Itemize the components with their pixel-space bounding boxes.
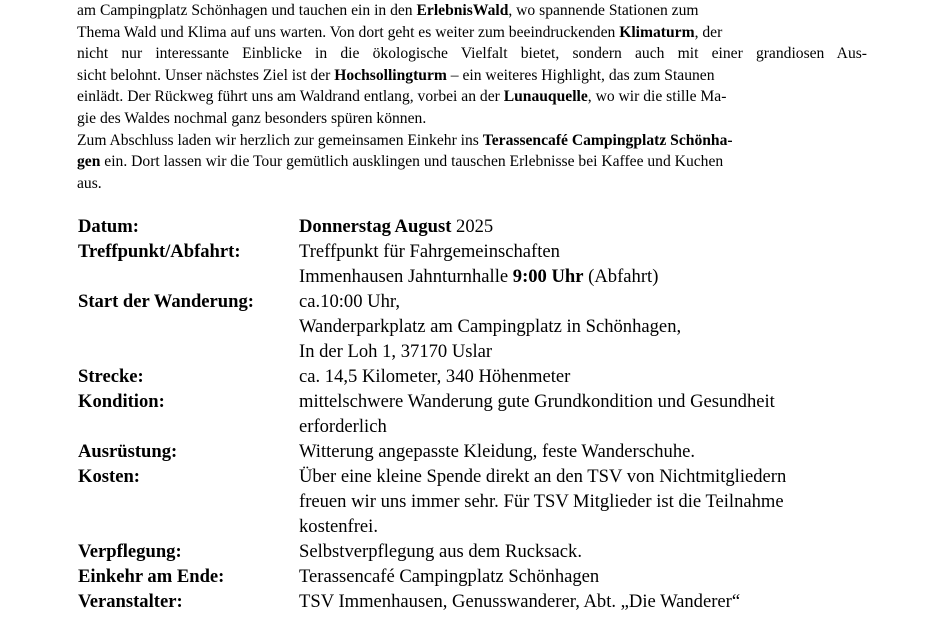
start-label: Start der Wanderung: xyxy=(78,291,254,312)
detail-row-datum xyxy=(78,214,878,239)
intro-line-4 xyxy=(77,65,867,87)
intro-text: am Campingplatz Schönhagen und tauchen ein in den xyxy=(77,2,417,19)
intro-line-2 xyxy=(77,22,867,44)
kosten-value-2: freuen wir uns immer sehr. Für TSV Mitglieder ist die Teilnahme xyxy=(299,491,784,512)
kosten-value: Über eine kleine Spende direkt an den TSV von Nichtmitgliedern xyxy=(299,466,787,487)
intro-line-1 xyxy=(77,0,867,22)
ausruestung-value: Witterung angepasste Kleidung, feste Wanderschuhe. xyxy=(299,441,696,462)
treffpunkt-label: Treffpunkt/Abfahrt: xyxy=(78,241,241,262)
terassencafe-highlight-cont: gen xyxy=(77,153,101,171)
treffpunkt-note: (Abfahrt) xyxy=(583,266,659,287)
treffpunkt-value: Treffpunkt für Fahrgemeinschaften xyxy=(299,241,560,262)
kondition-label: Kondition: xyxy=(78,391,165,412)
verpflegung-value: Selbstverpflegung aus dem Rucksack. xyxy=(299,541,582,562)
detail-row-treffpunkt-cont xyxy=(78,264,878,289)
intro-text: , wo spannende Stationen zum xyxy=(508,2,699,19)
verpflegung-label: Verpflegung: xyxy=(78,541,182,562)
kondition-value: mittelschwere Wanderung gute Grundkondition und Gesundheit xyxy=(299,391,775,412)
hochsollingturm-highlight: Hochsollingturm xyxy=(334,66,447,84)
detail-row-veranstalter xyxy=(78,589,878,614)
treffpunkt-time: 9:00 Uhr xyxy=(512,266,584,287)
intro-text: sicht belohnt. Unser nächstes Ziel ist der xyxy=(77,66,335,84)
intro-text: ein. Dort lassen wir die Tour gemütlich ausklingen und tauschen Erlebnisse bei Kaffee und Kuchen xyxy=(100,153,724,171)
detail-row-start-3 xyxy=(78,339,878,364)
detail-row-ausruestung xyxy=(78,439,878,464)
kondition-value-2: erforderlich xyxy=(299,416,387,437)
veranstalter-label: Veranstalter: xyxy=(78,591,183,612)
empty-label xyxy=(78,414,299,439)
treffpunkt-value-2 xyxy=(299,264,878,289)
empty-label xyxy=(78,264,299,289)
detail-row-kosten xyxy=(78,464,878,489)
intro-line-6: gie des Waldes nochmal ganz besonders spüren können. xyxy=(77,109,427,127)
kosten-label: Kosten: xyxy=(78,466,140,487)
intro-text: , wo wir die stille Ma- xyxy=(587,88,727,106)
erlebniswald-highlight: ErlebnisWald xyxy=(416,2,509,19)
klimaturm-highlight: Klimaturm xyxy=(619,23,695,41)
empty-label xyxy=(78,314,299,339)
intro-line-8 xyxy=(77,151,867,173)
intro-text: Zum Abschluss laden wir herzlich zur gemeinsamen Einkehr ins xyxy=(77,131,483,149)
veranstalter-value: TSV Immenhausen, Genusswanderer, Abt. „Die Wanderer“ xyxy=(299,591,741,612)
detail-row-start xyxy=(78,289,878,314)
datum-day: Donnerstag August xyxy=(299,216,452,237)
detail-row-kosten-3 xyxy=(78,514,878,539)
intro-text: – ein weiteres Highlight, das zum Staunen xyxy=(446,66,715,84)
treffpunkt-place: Immenhausen Jahnturnhalle xyxy=(299,266,513,287)
empty-label xyxy=(78,514,299,539)
intro-line-5 xyxy=(77,86,867,108)
lunauquelle-highlight: Lunauquelle xyxy=(503,88,588,106)
kosten-value-3: kostenfrei. xyxy=(299,516,378,537)
empty-label xyxy=(78,339,299,364)
strecke-label: Strecke: xyxy=(78,366,144,387)
intro-line-9: aus. xyxy=(77,174,102,192)
intro-paragraph xyxy=(77,0,867,194)
ausruestung-label: Ausrüstung: xyxy=(78,441,178,462)
intro-text: Thema Wald und Klima auf uns warten. Von dort geht es weiter zum beeindruckenden xyxy=(77,23,620,41)
intro-text: einlädt. Der Rückweg führt uns am Waldrand entlang, vorbei an der xyxy=(77,88,504,106)
datum-value xyxy=(299,214,878,239)
detail-row-verpflegung xyxy=(78,539,878,564)
terassencafe-highlight: Terassencafé Campingplatz Schönha- xyxy=(482,131,733,149)
datum-year: 2025 xyxy=(451,216,494,237)
einkehr-value: Terassencafé Campingplatz Schönhagen xyxy=(299,566,600,587)
intro-line-7 xyxy=(77,130,867,152)
empty-label xyxy=(78,489,299,514)
detail-row-start-2 xyxy=(78,314,878,339)
detail-row-treffpunkt xyxy=(78,239,878,264)
strecke-value: ca. 14,5 Kilometer, 340 Höhenmeter xyxy=(299,366,571,387)
intro-line-3: nicht nur interessante Einblicke in die ökologische Vielfalt bietet, sondern auch mit einer grandiosen Aus- xyxy=(77,45,867,63)
start-value-2: Wanderparkplatz am Campingplatz in Schönhagen, xyxy=(299,316,682,337)
detail-row-strecke xyxy=(78,364,878,389)
detail-row-kondition-2 xyxy=(78,414,878,439)
detail-row-kondition xyxy=(78,389,878,414)
intro-text: , der xyxy=(694,23,723,41)
einkehr-label: Einkehr am Ende: xyxy=(78,566,225,587)
detail-row-einkehr xyxy=(78,564,878,589)
datum-label: Datum: xyxy=(78,216,139,237)
detail-row-kosten-2 xyxy=(78,489,878,514)
start-value-3: In der Loh 1, 37170 Uslar xyxy=(299,341,493,362)
event-details xyxy=(78,214,878,614)
start-value: ca.10:00 Uhr, xyxy=(299,291,400,312)
